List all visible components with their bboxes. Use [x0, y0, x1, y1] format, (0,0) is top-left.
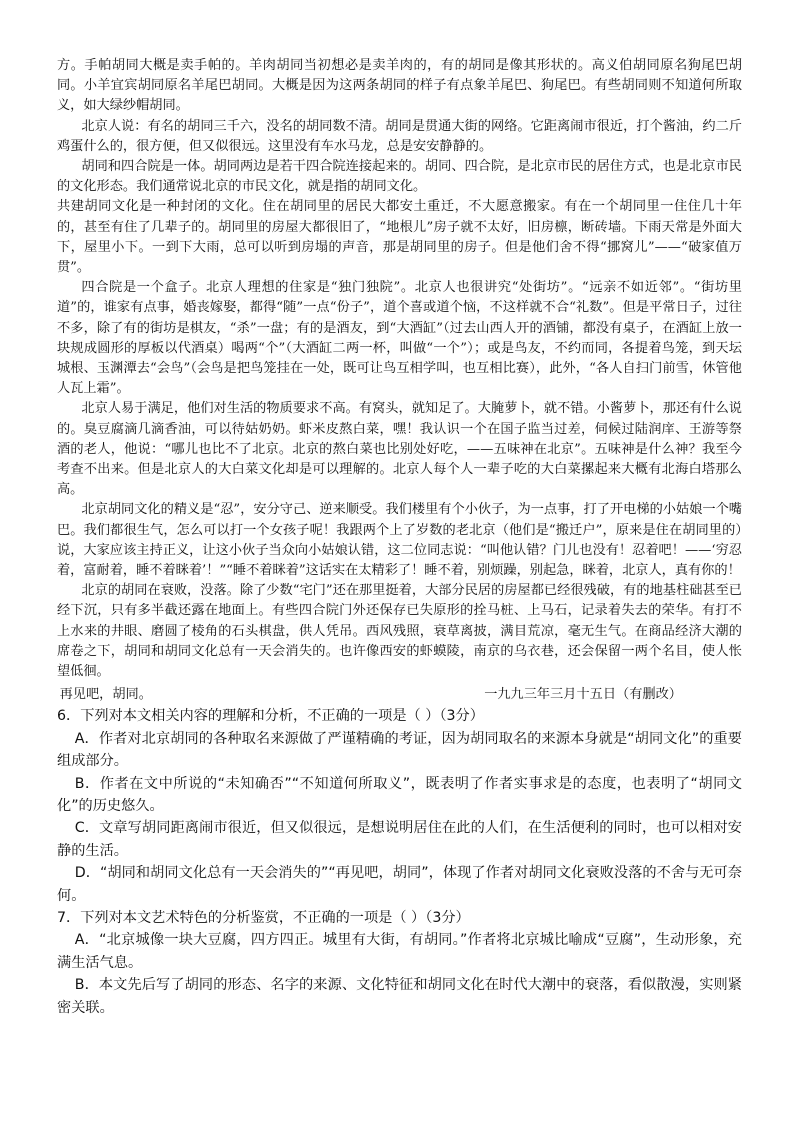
essay-paragraph: 北京人说：有名的胡同三千六，没名的胡同数不清。胡同是贯通大街的网络。它距离闹市很近，打个酱油，约二斤鸡蛋什么的，很方便，但又似很远。这里没有车水马龙，总是安安静静的。 — [57, 118, 742, 154]
option-a: A．作者对北京胡同的各种取名来源做了严谨精确的考证，因为胡同取名的来源本身就是“胡同文化”的重要组成部分。 — [57, 730, 742, 770]
option-b: B．本文先后写了胡同的形态、名字的来源、文化特征和胡同文化在时代大潮中的衰落，看似散漫，实则紧密关联。 — [57, 977, 742, 1016]
option-b: B．作者在文中所说的“未知确否”“不知道何所取义”，既表明了作者实事求是的态度，也表明了“胡同文化”的历史悠久。 — [57, 775, 742, 814]
essay-paragraph: 方。手帕胡同大概是卖手帕的。羊肉胡同当初想必是卖羊肉的，有的胡同是像其形状的。高义伯胡同原名狗尾巴胡同。小羊宜宾胡同原名羊尾巴胡同。大概是因为这两条胡同的样子有点象羊尾巴、狗尾巴。有些胡同则不知道何所取义，如大绿纱帽胡同。 — [57, 58, 742, 114]
option-a: A．“北京城像一块大豆腐，四方四正。城里有大街，有胡同。”作者将北京城比喻成“豆腐”，生动形象，充满生活气息。 — [57, 932, 742, 971]
essay-paragraph: 北京人易于满足，他们对生活的物质要求不高。有窝头，就知足了。大腌萝卜，就不错。小酱萝卜，那还有什么说的。臭豆腐滴几滴香油，可以待姑奶奶。虾米皮熬白菜，嘿！我认识一个在国子监当过差，伺候过陆润庠、王游等祭酒的老人，他说：“哪儿也比不了北京。北京的熬白菜也比别处好吃，——五味神在北京”。五味神是什么神？我至今考查不出来。但是北京人的大白菜文化却是可以理解的。北京人每个人一辈子吃的大白菜摞起来大概有北海白塔那么高。 — [57, 401, 742, 498]
closing-date: 一九九三年三月十五日（有删改） — [484, 687, 682, 703]
closing-farewell: 再见吧，胡同。 — [59, 687, 152, 703]
option-c: C．文章写胡同距离闹市很近，但又似很远，是想说明居住在此的人们，在生活便利的同时，也可以相对安静的生活。 — [57, 820, 742, 859]
essay-paragraph: 北京胡同文化的精义是“忍”，安分守己、逆来顺受。我们楼里有个小伙子，为一点事，打了开电梯的小姑娘一个嘴巴。我们都很生气，怎么可以打一个女孩子呢！我跟两个上了岁数的老北京（他们是“搬迁户”，原来是住在胡同里的）说，大家应该主持正义，让这小伙子当众向小姑娘认错，这二位同志说：“叫他认错？门儿也没有！忍着吧！——‘穷忍着，富耐着，睡不着眯着’！”“睡不着眯着”这话实在太精彩了！睡不着，别烦躁，别起急，眯着，北京人，真有你的！ — [57, 502, 742, 579]
question-7 — [57, 907, 742, 1019]
question-6 — [57, 705, 742, 907]
essay-paragraph: 四合院是一个盒子。北京人理想的住家是“独门独院”。北京人也很讲究“处街坊”。“远亲不如近邻”。“街坊里道”的，谁家有点事，婚丧嫁娶，都得“随”一点“份子”，道个喜或道个恼，不这样就不合“礼数”。但是平常日子，过往不多，除了有的街坊是棋友，“杀”一盘；有的是酒友，到“大酒缸”（过去山西人开的酒铺，都没有桌子，在酒缸上放一块规成圆形的厚板以代酒桌）喝两“个”（大酒缸二两一杯，叫做“一个”）；或是鸟友，不约而同，各提着鸟笼，到天坛城根、玉渊潭去“会鸟”（会鸟是把鸟笼挂在一处，既可让鸟互相学叫，也互相比赛），此外，“各人自扫门前雪，休管他人瓦上霜”。 — [57, 280, 742, 397]
essay-paragraph: 共建胡同文化是一种封闭的文化。住在胡同里的居民大都安土重迁，不大愿意搬家。有在一个胡同里一住住几十年的，甚至有住了几辈子的。胡同里的房屋大都很旧了，“地根儿”房子就不太好，旧房檩，断砖墙。下雨天常是外面大下，屋里小下。一到下大雨，总可以听到房塌的声音，那是胡同里的房子。但是他们舍不得“挪窝儿”——“破家值万贯”。 — [57, 199, 742, 276]
question-stem: 6．下列对本文相关内容的理解和分析，不正确的一项是（ ）（3分） — [57, 708, 484, 725]
questions-section — [57, 705, 742, 1019]
option-d: D．“胡同和胡同文化总有一天会消失的”“再见吧，胡同”，体现了作者对胡同文化衰败没落的不舍与无可奈何。 — [57, 865, 742, 904]
essay-paragraph: 北京的胡同在衰败，没落。除了少数“宅门”还在那里挺着，大部分民居的房屋都已经很残破，有的地基柱础甚至已经下沉，只有多半截还露在地面上。有些四合院门外还保存已失原形的拴马桩、上马石，记录着失去的荣华。有打不上水来的井眼、磨圆了棱角的石头棋盘，供人凭吊。西风残照，衰草离披，满目荒凉，毫无生气。在商品经济大潮的席卷之下，胡同和胡同文化总有一天会消失的。也许像西安的虾蟆陵，南京的乌衣巷，还会保留一两个名目，使人怅望低徊。 — [57, 583, 742, 680]
question-stem: 7．下列对本文艺术特色的分析鉴赏，不正确的一项是（ ）（3分） — [57, 909, 470, 926]
essay-paragraph: 胡同和四合院是一体。胡同两边是若干四合院连接起来的。胡同、四合院，是北京市民的居住方式，也是北京市民的文化形态。我们通常说北京的市民文化，就是指的胡同文化。 — [57, 159, 742, 195]
essay-text — [57, 56, 742, 705]
essay-closing — [57, 684, 742, 705]
